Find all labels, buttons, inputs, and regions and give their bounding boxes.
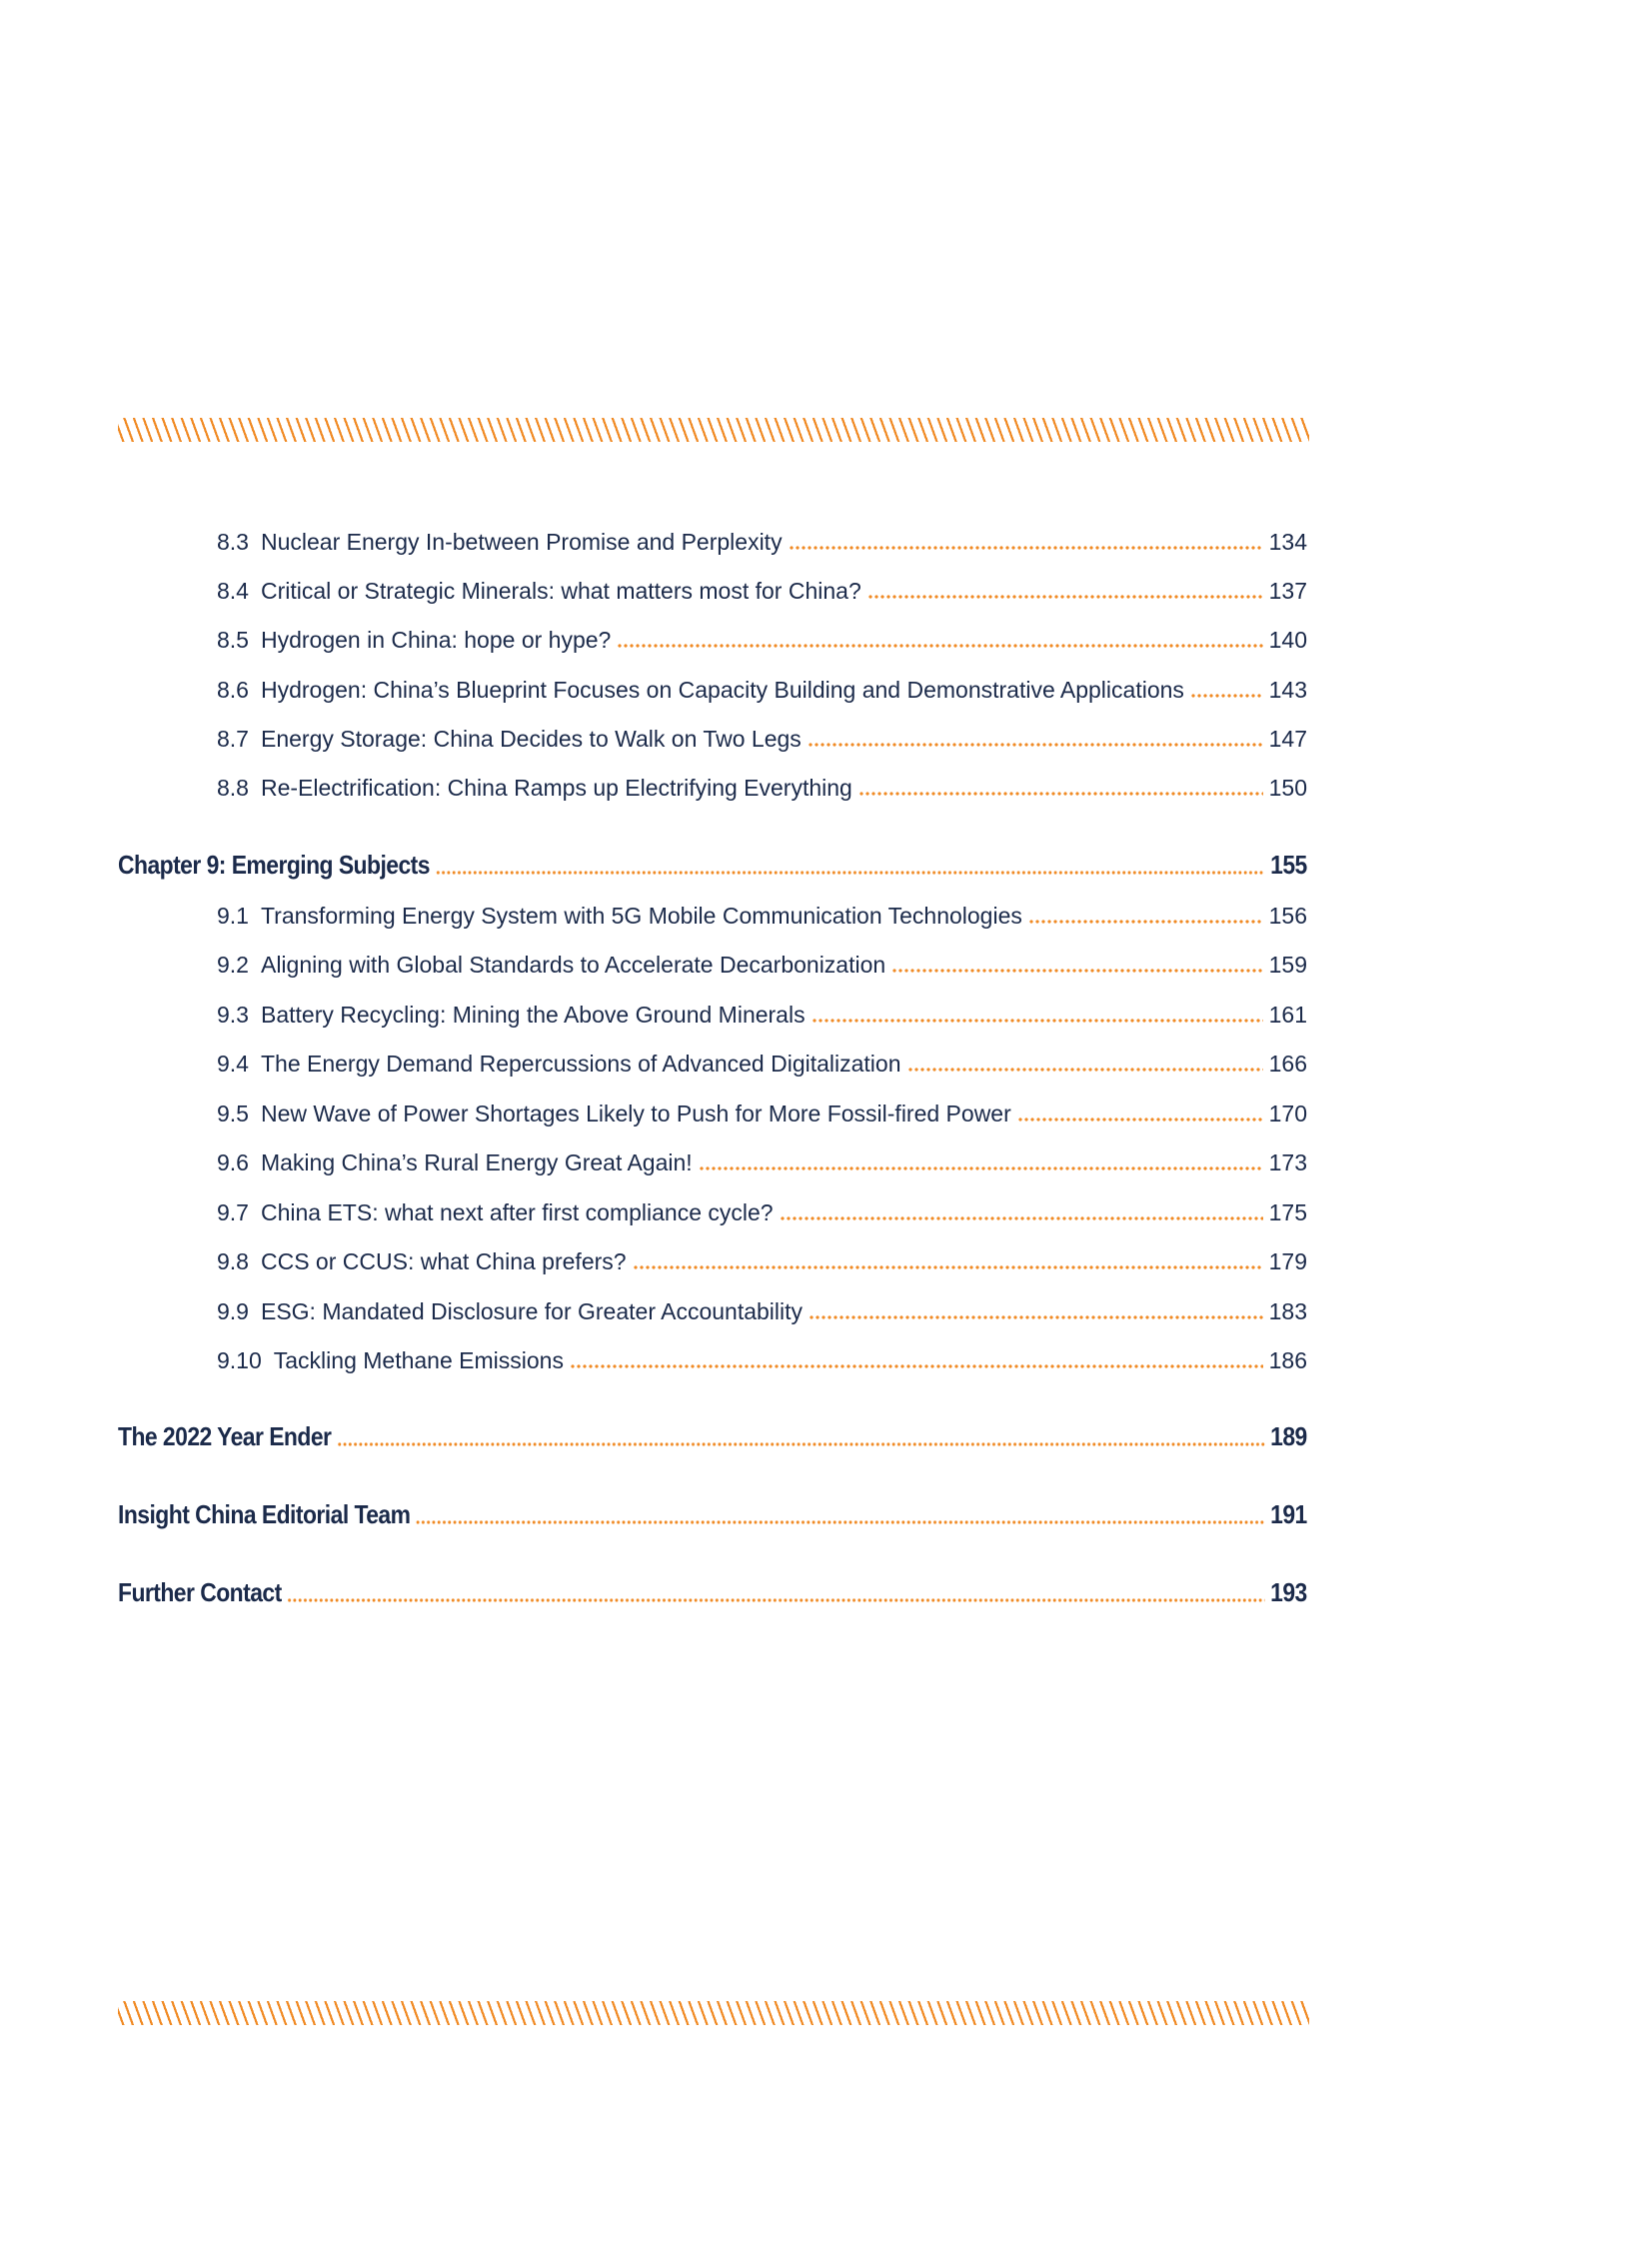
entry-page: 150 xyxy=(1268,775,1307,801)
toc-entry-8-3[interactable] xyxy=(118,529,1307,556)
dot-leader xyxy=(808,743,1263,747)
entry-number: 8.4 xyxy=(217,578,249,604)
entry-title: Hydrogen: China’s Blueprint Focuses on Capacity Building and Demonstrative Applications xyxy=(260,677,1184,703)
entry-page: 173 xyxy=(1268,1149,1307,1175)
entry-number: 9.10 xyxy=(217,1347,262,1373)
toc-year-ender[interactable] xyxy=(118,1421,1307,1452)
entry-number: 8.5 xyxy=(217,627,249,653)
entry-page: 166 xyxy=(1268,1051,1307,1077)
dot-leader xyxy=(1190,694,1263,698)
toc-entry-8-7[interactable] xyxy=(118,726,1307,753)
entry-number: 9.4 xyxy=(217,1051,249,1077)
toc-entry-9-9[interactable] xyxy=(118,1298,1307,1325)
entry-page: 175 xyxy=(1268,1199,1307,1225)
entry-number: 8.3 xyxy=(217,529,249,555)
entry-title: Critical or Strategic Minerals: what matters most for China? xyxy=(260,578,861,604)
entry-page: 140 xyxy=(1268,627,1307,653)
entry-title: Energy Storage: China Decides to Walk on Two Legs xyxy=(260,726,802,752)
entry-title: Tackling Methane Emissions xyxy=(273,1347,564,1373)
bottom-hatch-divider xyxy=(118,2001,1309,2025)
section-page: 193 xyxy=(1270,1577,1307,1607)
entry-page: 156 xyxy=(1268,903,1307,929)
dot-leader xyxy=(287,1598,1265,1602)
entry-page: 137 xyxy=(1268,578,1307,604)
entry-title: Nuclear Energy In-between Promise and Perplexity xyxy=(260,529,783,555)
entry-number: 9.1 xyxy=(217,903,249,929)
toc-entry-9-7[interactable] xyxy=(118,1199,1307,1226)
entry-title: Hydrogen in China: hope or hype? xyxy=(260,627,612,653)
entry-page: 134 xyxy=(1268,529,1307,555)
dot-leader xyxy=(812,1019,1263,1023)
dot-leader xyxy=(416,1520,1265,1524)
dot-leader xyxy=(809,1315,1263,1319)
entry-title: Battery Recycling: Mining the Above Ground Minerals xyxy=(260,1002,806,1028)
section-page: 191 xyxy=(1270,1499,1307,1529)
entry-title: The Energy Demand Repercussions of Advanced Digitalization xyxy=(260,1051,901,1077)
entry-number: 9.6 xyxy=(217,1149,249,1175)
entry-number: 9.9 xyxy=(217,1298,249,1324)
top-hatch-divider xyxy=(118,418,1309,442)
entry-page: 159 xyxy=(1268,952,1307,978)
entry-title: CCS or CCUS: what China prefers? xyxy=(260,1248,627,1274)
dot-leader xyxy=(699,1166,1263,1170)
entry-page: 161 xyxy=(1268,1002,1307,1028)
toc-entry-9-2[interactable] xyxy=(118,952,1307,979)
chapter-page: 155 xyxy=(1270,850,1307,880)
entry-page: 147 xyxy=(1268,726,1307,752)
entry-page: 143 xyxy=(1268,677,1307,703)
section-page: 189 xyxy=(1270,1421,1307,1451)
entry-page: 170 xyxy=(1268,1101,1307,1126)
dot-leader xyxy=(570,1364,1263,1368)
toc-entry-8-6[interactable] xyxy=(118,677,1307,704)
entry-title: Re-Electrification: China Ramps up Electrifying Everything xyxy=(260,775,852,801)
toc-entry-9-6[interactable] xyxy=(118,1149,1307,1176)
entry-title: ESG: Mandated Disclosure for Greater Accountability xyxy=(260,1298,804,1324)
entry-number: 8.6 xyxy=(217,677,249,703)
toc-editorial-team[interactable] xyxy=(118,1499,1307,1530)
section-title: Further Contact xyxy=(118,1577,282,1607)
section-title: The 2022 Year Ender xyxy=(118,1421,332,1451)
toc-entry-8-4[interactable] xyxy=(118,578,1307,605)
dot-leader xyxy=(907,1068,1263,1072)
entry-number: 8.7 xyxy=(217,726,249,752)
dot-leader xyxy=(617,644,1262,648)
entry-page: 186 xyxy=(1268,1347,1307,1373)
dot-leader xyxy=(858,792,1263,796)
dot-leader xyxy=(435,871,1265,875)
entry-title: China ETS: what next after first compliance cycle? xyxy=(260,1199,774,1225)
toc-entry-8-8[interactable] xyxy=(118,775,1307,802)
entry-number: 9.5 xyxy=(217,1101,249,1126)
section-title: Insight China Editorial Team xyxy=(118,1499,411,1529)
entry-number: 9.8 xyxy=(217,1248,249,1274)
dot-leader xyxy=(780,1216,1263,1220)
entry-number: 9.7 xyxy=(217,1199,249,1225)
dot-leader xyxy=(1028,920,1263,924)
toc-entry-9-4[interactable] xyxy=(118,1051,1307,1078)
chapter-title: Chapter 9: Emerging Subjects xyxy=(118,850,430,880)
dot-leader xyxy=(633,1265,1263,1269)
toc-entry-9-1[interactable] xyxy=(118,903,1307,930)
entry-page: 179 xyxy=(1268,1248,1307,1274)
dot-leader xyxy=(1017,1118,1263,1122)
toc-entry-9-5[interactable] xyxy=(118,1101,1307,1127)
entry-page: 183 xyxy=(1268,1298,1307,1324)
toc-entry-9-3[interactable] xyxy=(118,1002,1307,1029)
entry-title: Making China’s Rural Energy Great Again! xyxy=(260,1149,693,1175)
toc-further-contact[interactable] xyxy=(118,1577,1307,1608)
entry-title: New Wave of Power Shortages Likely to Push for More Fossil-fired Power xyxy=(260,1101,1011,1126)
toc-entry-9-8[interactable] xyxy=(118,1248,1307,1275)
toc-entry-9-10[interactable] xyxy=(118,1347,1307,1374)
entry-title: Aligning with Global Standards to Accelerate Decarbonization xyxy=(260,952,886,978)
dot-leader xyxy=(867,595,1263,599)
entry-number: 9.3 xyxy=(217,1002,249,1028)
toc-entry-8-5[interactable] xyxy=(118,627,1307,654)
dot-leader xyxy=(789,546,1263,550)
dot-leader xyxy=(891,969,1262,973)
entry-number: 9.2 xyxy=(217,952,249,978)
entry-title: Transforming Energy System with 5G Mobile Communication Technologies xyxy=(260,903,1022,929)
dot-leader xyxy=(337,1442,1265,1446)
toc-chapter-9[interactable] xyxy=(118,850,1307,881)
entry-number: 8.8 xyxy=(217,775,249,801)
